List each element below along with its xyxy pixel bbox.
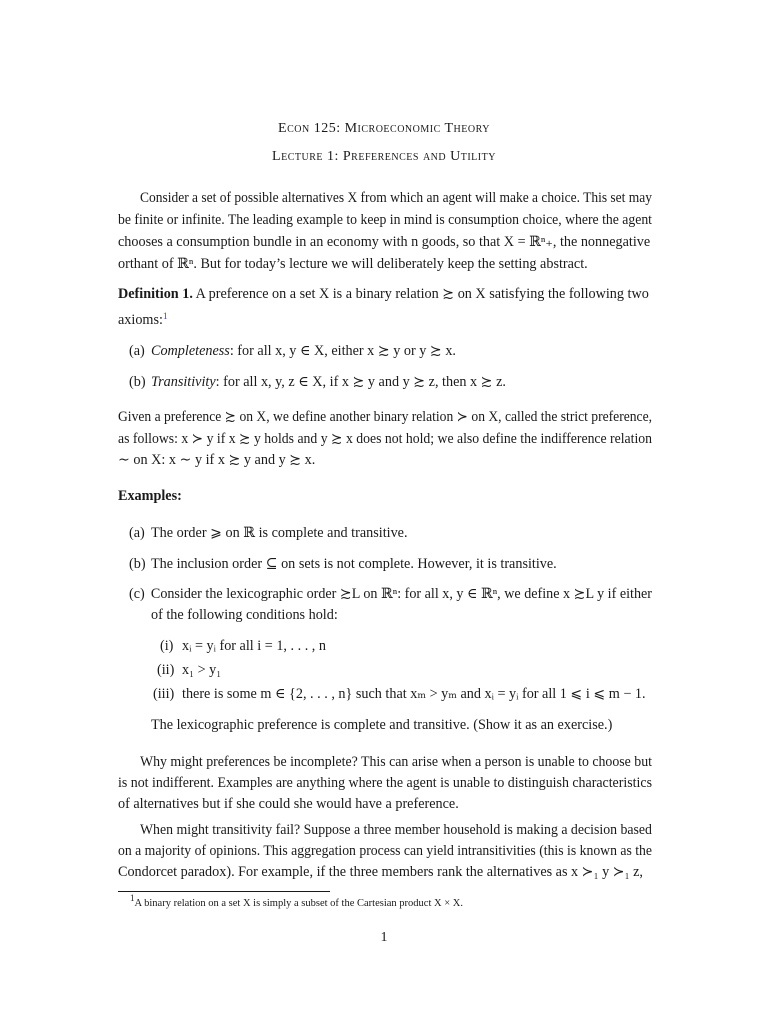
transitivity-line-1: When might transitivity fail? Suppose a three member household is making a decision based bbox=[140, 822, 652, 838]
footnote-ref: 1 bbox=[162, 311, 168, 321]
examples-heading: Examples: bbox=[118, 488, 182, 504]
condition-ii bbox=[157, 660, 221, 680]
example-text: The order ⩾ on ℝ is complete and transitive. bbox=[151, 525, 408, 541]
definition-text-end: axioms: bbox=[118, 312, 163, 328]
intro-line-3: chooses a consumption bundle in an economy with n goods, so that X = ℝⁿ₊, the nonnegative bbox=[118, 234, 651, 250]
footnote-rule bbox=[118, 891, 330, 892]
definition-line-1 bbox=[118, 284, 649, 304]
example-label: (a) bbox=[129, 525, 145, 541]
axiom-label: (a) bbox=[129, 343, 145, 359]
condition-text: x₁ > y₁ bbox=[182, 662, 222, 678]
example-label: (c) bbox=[129, 586, 145, 602]
example-label: (b) bbox=[129, 556, 146, 572]
lecture-course-title: Econ 125: Microeconomic Theory bbox=[278, 121, 490, 136]
intro-line-1: Consider a set of possible alternatives X from which an agent will make a choice. This set may bbox=[140, 190, 652, 206]
condition-label: (i) bbox=[160, 638, 174, 654]
transitivity-line-3: Condorcet paradox). For example, if the three members rank the alternatives as x ≻₁ y ≻₁ z, bbox=[118, 864, 643, 880]
page-number: 1 bbox=[380, 930, 388, 945]
incomplete-line-1: Why might preferences be incomplete? This can arise when a person is unable to choose but bbox=[140, 754, 653, 770]
example-text: The inclusion order ⊆ on sets is not complete. However, it is transitive. bbox=[151, 556, 557, 572]
incomplete-line-2: is not indifferent. Examples are anything where the agent is unable to distinguish characteristics bbox=[118, 775, 653, 791]
definition-heading: Definition 1. bbox=[118, 286, 193, 302]
condition-label: (ii) bbox=[157, 662, 175, 678]
axiom-text: : for all x, y ∈ X, either x ≿ y or y ≿ x. bbox=[229, 343, 456, 359]
example-text: Consider the lexicographic order ≿L on ℝⁿ: for all x, y ∈ ℝⁿ, we define x ≿L y if either bbox=[150, 586, 652, 602]
condition-label: (iii) bbox=[153, 686, 175, 702]
strict-line-1: Given a preference ≿ on X, we define another binary relation ≻ on X, called the strict preference, bbox=[118, 409, 652, 425]
lecture-title: Lecture 1: Preferences and Utility bbox=[272, 149, 496, 164]
transitivity-line-2: on a majority of opinions. This aggregation process can yield intransitivities (this is known as the bbox=[118, 843, 653, 859]
example-c-line-1 bbox=[129, 584, 652, 604]
example-a bbox=[129, 523, 408, 543]
example-c-line-2: of the following conditions hold: bbox=[151, 607, 338, 623]
condition-text: there is some m ∈ {2, . . . , n} such that xₘ > yₘ and xᵢ = yᵢ for all 1 ⩽ i ⩽ m − 1. bbox=[182, 686, 646, 702]
condition-text: xᵢ = yᵢ for all i = 1, . . . , n bbox=[182, 638, 326, 654]
example-b bbox=[129, 554, 557, 574]
condition-iii bbox=[153, 684, 646, 704]
intro-line-4: orthant of ℝⁿ. But for today’s lecture we will deliberately keep the setting abstract. bbox=[118, 256, 588, 272]
axiom-label: (b) bbox=[129, 374, 146, 390]
intro-line-2: be finite or infinite. The leading example to keep in mind is consumption choice, where the agent bbox=[118, 212, 653, 228]
incomplete-line-3: of alternatives but if she could she would have a preference. bbox=[118, 796, 459, 812]
definition-line-2 bbox=[118, 306, 167, 330]
axiom-text: : for all x, y, z ∈ X, if x ≿ y and y ≿ z, then x ≿ z. bbox=[215, 374, 506, 390]
axiom-name: Transitivity bbox=[151, 374, 216, 390]
footnote-text: A binary relation on a set X is simply a subset of the Cartesian product X × X. bbox=[134, 898, 463, 909]
strict-line-3: ∼ on X: x ∼ y if x ≿ y and y ≿ x. bbox=[118, 452, 316, 468]
footnote bbox=[130, 893, 463, 909]
axiom-transitivity bbox=[129, 372, 506, 392]
axiom-name: Completeness bbox=[151, 343, 230, 359]
definition-text: A preference on a set X is a binary relation ≿ on X satisfying the following two bbox=[195, 286, 649, 302]
lexicographic-note: The lexicographic preference is complete and transitive. (Show it as an exercise.) bbox=[151, 717, 613, 733]
condition-i bbox=[160, 636, 326, 656]
strict-line-2: as follows: x ≻ y if x ≿ y holds and y ≿ x does not hold; we also define the indifference relation bbox=[118, 431, 653, 447]
footnote-mark: 1 bbox=[130, 893, 135, 903]
axiom-completeness bbox=[129, 341, 456, 361]
